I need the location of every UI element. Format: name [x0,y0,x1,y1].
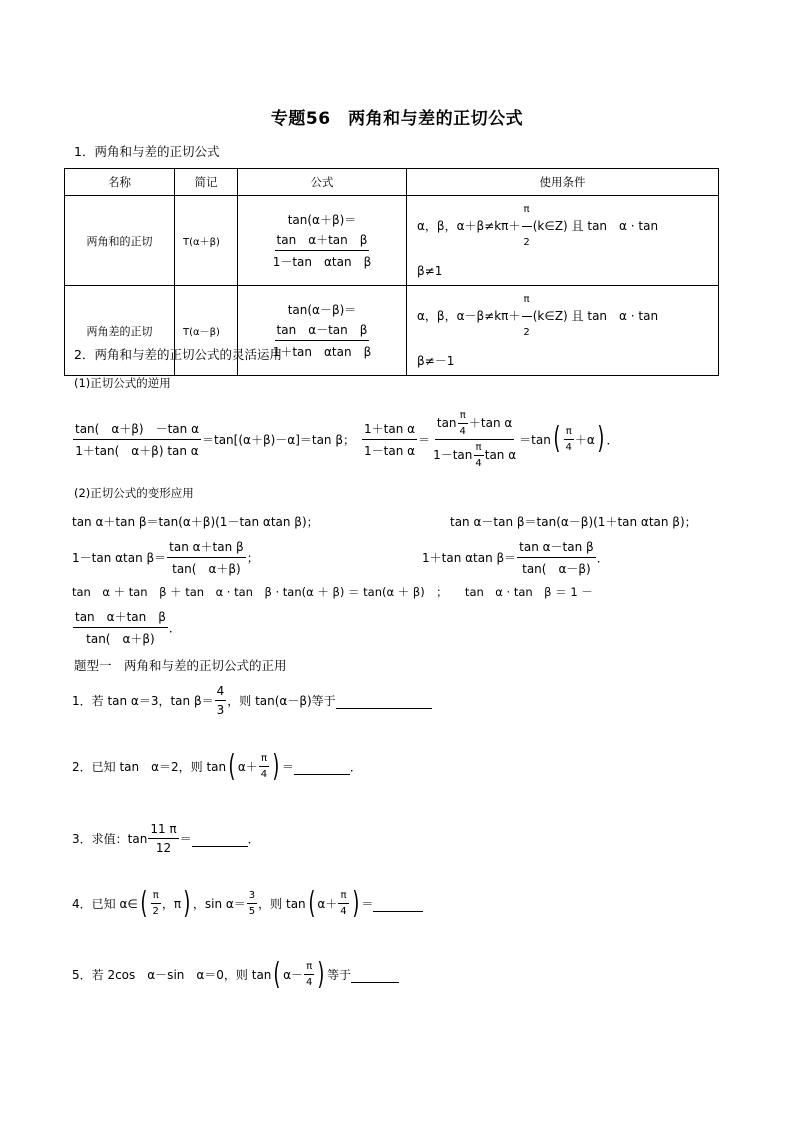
formula-top: tan(α＋β)＝ [287,213,357,227]
reverse-formula-line: $\frac{\text{tan( α＋β) －tan α}}{\text{1＋tan( α＋β) tan α}}$ ＝tan[(α＋β)－α]＝tan β； $\frac{\text{1＋tan α}}{\text{1－tan α}}$ ＝ tan $\frac{\pi}{4}$ ＋tan α 1－tan $\frac{\pi}{4}$ tan α ＝tan ( $\frac{\pi}{4}$ ＋α ) ． [75,409,619,469]
cond-line2: β≠－1 [417,354,455,368]
row-name: 两角和的正切 [65,196,175,286]
formula-denominator: 1－tan αtan β [272,255,372,269]
problem-2: 2．已知 tan α＝2，则 tan ( α＋ $\frac{\pi}{4}$ ) ＝ ． [72,748,362,784]
formula-numerator: tan α－tan β [275,321,370,341]
deform-line-3: tan α ＋ tan β ＋ tan α · tan β · tan(α ＋ β) ＝ tan(α ＋ β) ； tan α · tan β ＝ 1 － [72,585,593,599]
left-paren: ( [553,421,561,456]
formula-fraction [271,321,374,360]
cond-text: α，β，α－β≠kπ＋ [417,309,521,323]
reverse-fraction-3: tan $\frac{\pi}{4}$ ＋tan α 1－tan $\frac{\pi}{4}$ tan α [433,409,517,469]
reverse-text: ＝tan[(α＋β)－α]＝tan β； [202,432,356,447]
problem-3: 3．求值：tan $\frac{11 \pi}{12}$ ＝ ． [72,822,260,855]
problem-5: 5．若 2cos α－sin α＝0，则 tan ( α－ $\frac{\pi}{4}$ ) 等于 [72,961,399,988]
deform-line-2-left: 1－tan αtan β＝ $\frac{\text{tan α＋tan β}}{\tan( \alpha+\beta)}$ ； [72,540,259,576]
answer-blank-2[interactable] [294,758,350,775]
row-abbr: T(α＋β) [175,196,238,286]
section-2-heading: 2．两角和与差的正切公式的灵活运用 [74,347,282,362]
cond-line2: β≠1 [417,264,443,278]
section-1-heading: 1．两角和与差的正切公式 [74,144,220,159]
table-header-row [65,169,719,196]
equals-sign: ＝ [418,432,431,447]
deform-line-4: $\frac{\text{tan α＋tan β}}{\tan( \alpha+\beta)}$ ． [75,610,181,646]
row-name: 两角差的正切 [65,286,175,376]
reverse-fraction-1: $\frac{\text{tan( α＋β) －tan α}}{\text{1＋tan( α＋β) tan α}}$ [75,421,199,458]
cond-fraction: $\frac{\pi}{2}$ [521,196,531,257]
header-condition: 使用条件 [407,169,719,196]
answer-blank-3[interactable] [192,830,248,847]
answer-blank-4[interactable] [373,895,423,912]
table-row [65,196,719,286]
cond-text-post: (k∈Z) 且 tan α · tan [532,219,659,233]
deform-line-2-right: 1＋tan αtan β＝ $\frac{\text{tan α－tan β}}{\tan( \alpha-\beta)}$ ． [422,540,609,576]
row-condition [407,196,719,286]
reverse-fraction-2: $\frac{\text{1＋tan α}}{\text{1－tan α}}$ [364,421,416,458]
problem-4: 4．已知 α∈ ( $\frac{\pi}{2}$ ，π ) ，sin α＝ $\frac{3}{5}$ ，则 tan ( α＋ $\frac{\pi}{4}$ ) ＝ [72,890,423,917]
header-abbr: 简记 [175,169,238,196]
sub-heading-reverse: (1)正切公式的逆用 [74,376,171,390]
formula-top: tan(α－β)＝ [287,303,357,317]
cond-fraction: $\frac{\pi}{2}$ [521,286,531,347]
header-name: 名称 [65,169,175,196]
problem-1: 1．若 tan α＝3，tan β＝ $\frac{4}{3}$ ，则 tan(α－β)等于 [72,684,432,717]
header-formula: 公式 [238,169,407,196]
cond-text-post: (k∈Z) 且 tan α · tan [532,309,659,323]
row-abbr: T(α－β) [175,286,238,376]
formula-denominator: 1＋tan αtan β [272,345,372,359]
right-paren: ) [597,421,605,456]
sub-heading-deform: (2)正切公式的变形应用 [74,486,194,500]
type-1-heading: 题型一 两角和与差的正切公式的正用 [74,658,287,673]
cond-text: α，β，α＋β≠kπ＋ [417,219,521,233]
answer-blank-5[interactable] [351,966,399,983]
deform-line-1-right: tan α－tan β＝tan(α－β)(1＋tan αtan β)； [450,515,697,529]
result-text: ＝tan [519,432,551,447]
formula-fraction [271,231,374,270]
answer-blank-1[interactable] [336,692,432,709]
row-condition [407,286,719,376]
row-formula [238,196,407,286]
formula-numerator: tan α＋tan β [275,231,370,251]
deform-line-1-left: tan α＋tan β＝tan(α＋β)(1－tan αtan β)； [72,515,319,529]
page-title: 专题56 两角和与差的正切公式 [270,109,524,129]
